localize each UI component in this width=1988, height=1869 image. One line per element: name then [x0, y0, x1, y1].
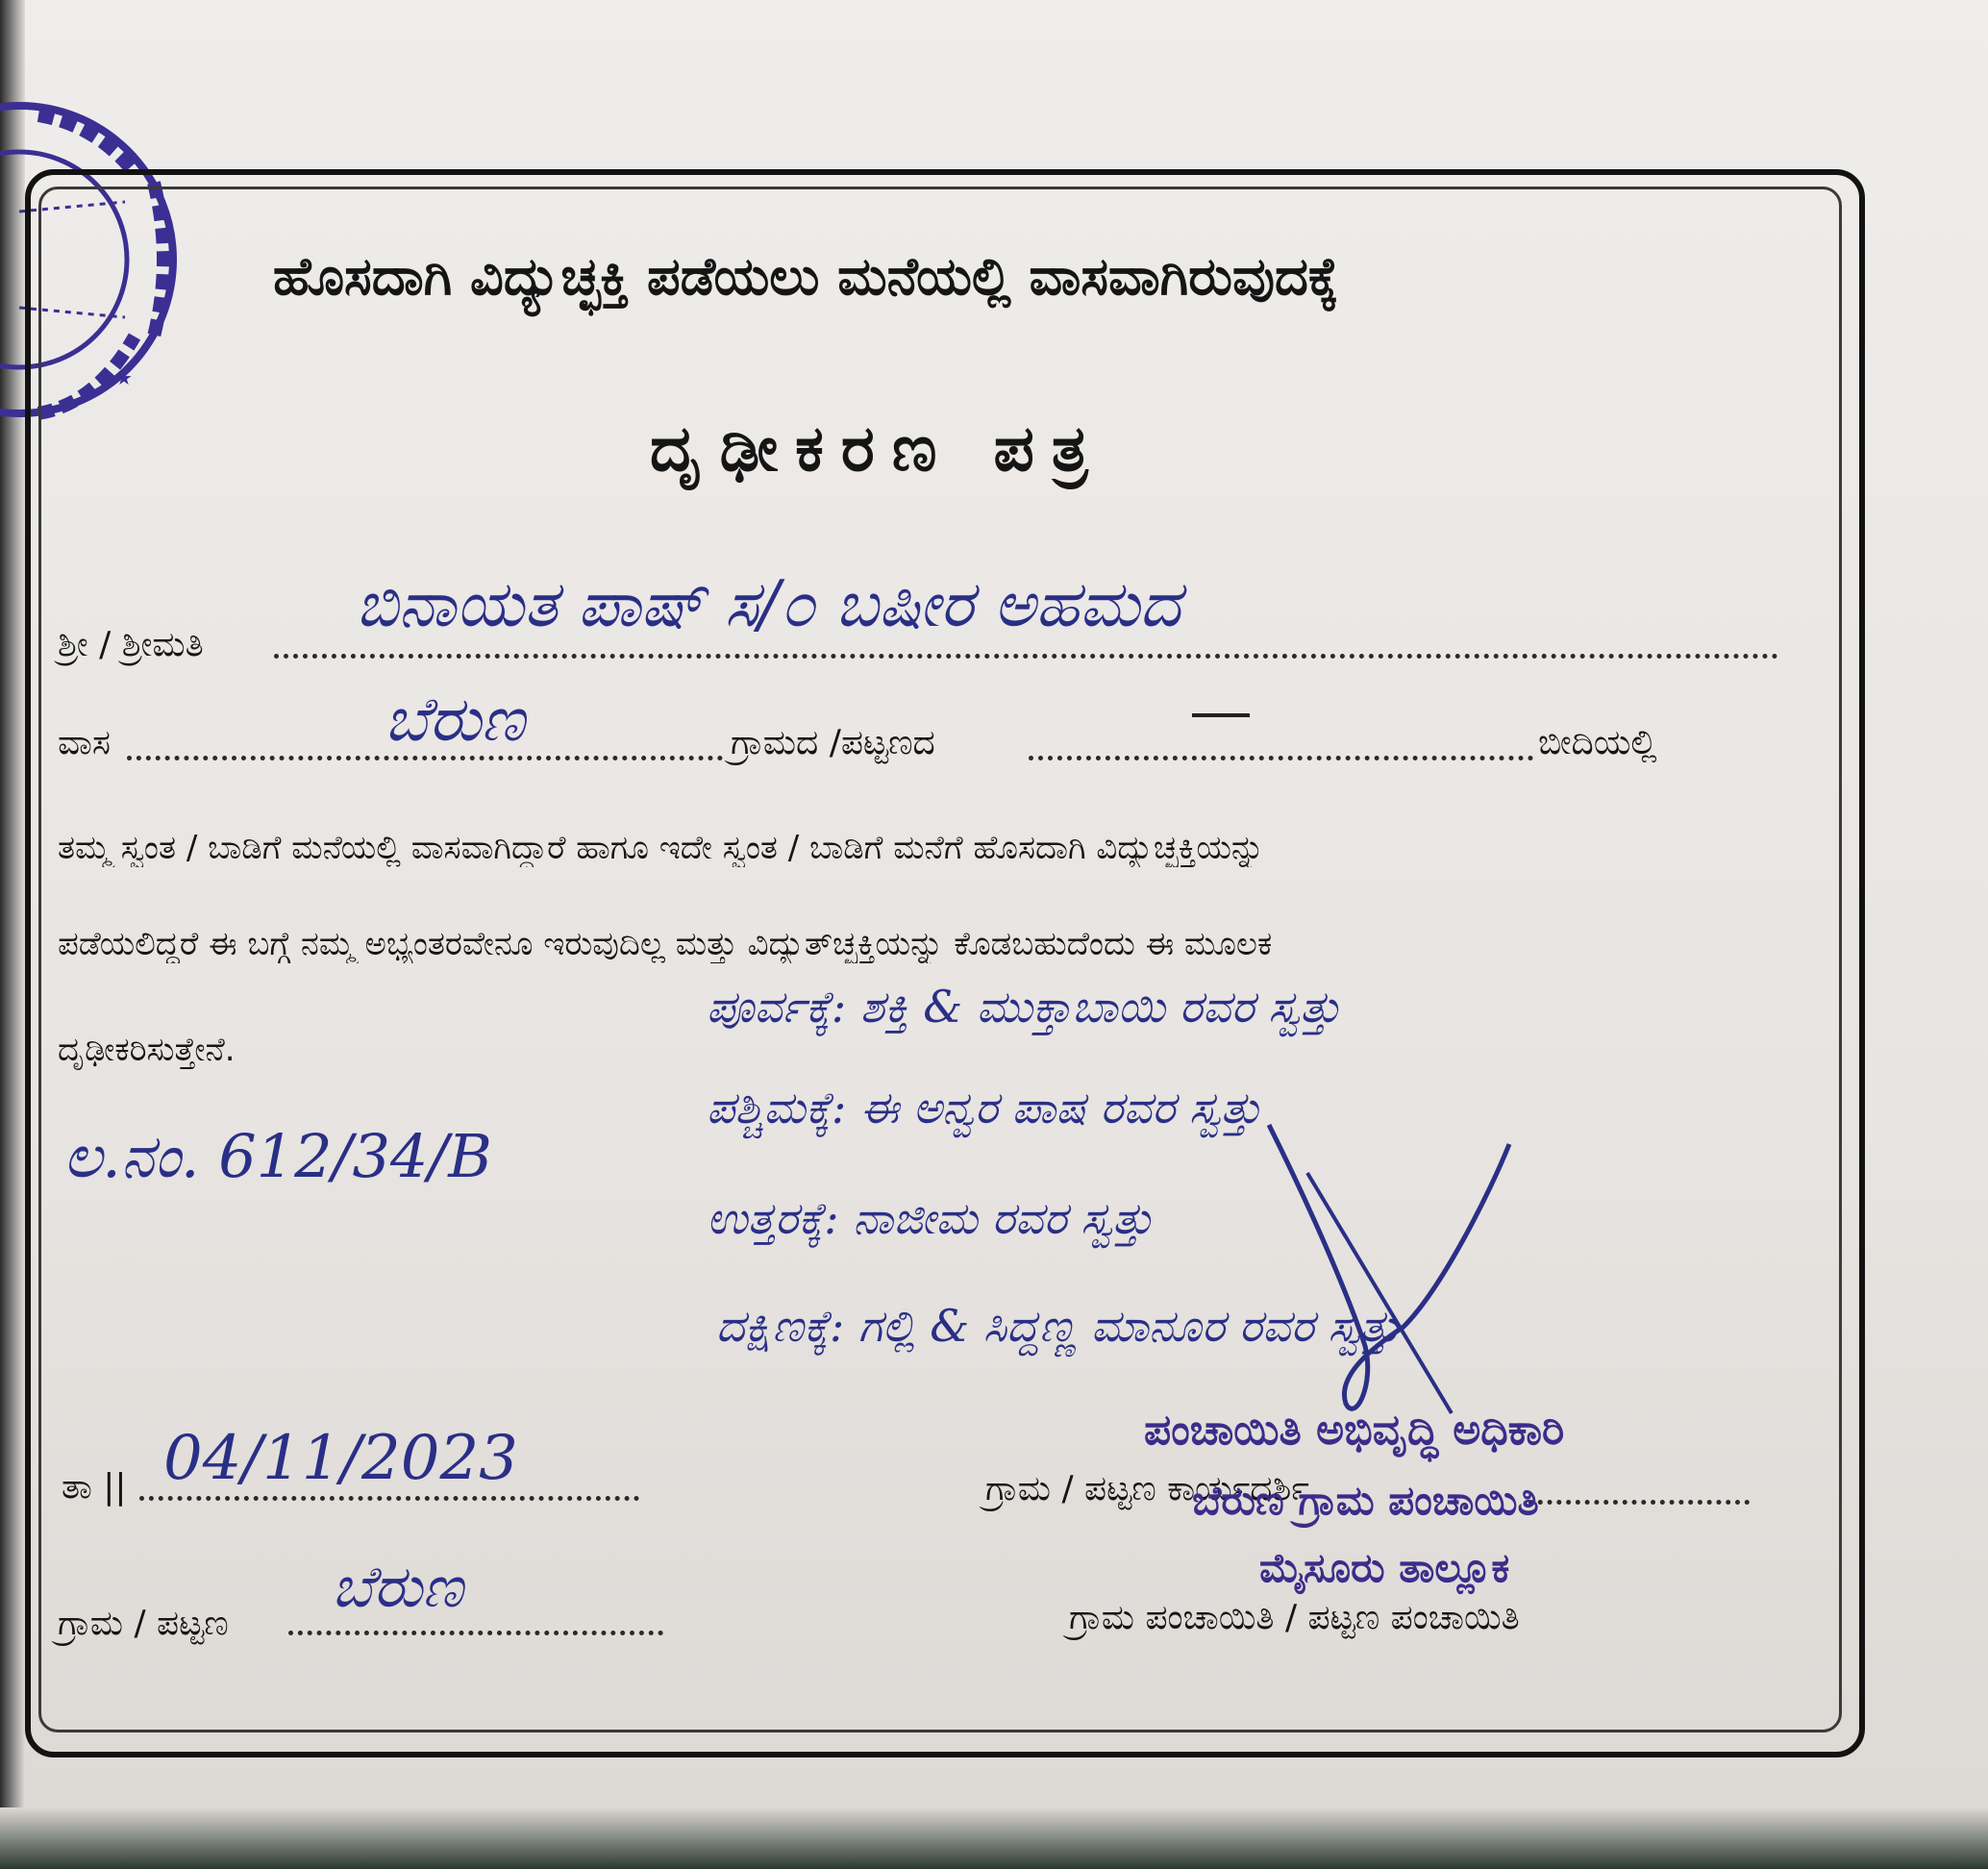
secretary-label: ಗ್ರಾಮ / ಪಟ್ಟಣ ಕಾರ್ಯದರ್ಶಿ: [985, 1469, 1309, 1508]
village-dotted-line: [127, 756, 723, 760]
officer-signature: [1250, 1115, 1538, 1433]
body-line-1: ತಮ್ಮ ಸ್ವಂತ / ಬಾಡಿಗೆ ಮನೆಯಲ್ಲಿ ವಾಸವಾಗಿದ್ದಾರೆ ಹಾಗೂ ಇದೇ ಸ್ವಂತ / ಬಾಡಿಗೆ ಮನೆಗೆ ಹೊಸದಾಗಿ ವಿದ್ಯುಚ್ಛಕ್ತಿಯನ್ನು: [58, 829, 1265, 867]
bottom-edge-shadow: [0, 1807, 1988, 1869]
date-label: ತಾ ||: [62, 1467, 127, 1507]
date-handwritten: 04/11/2023: [163, 1423, 518, 1494]
body-line-2: ಪಡೆಯಲಿದ್ದರೆ ಈ ಬಗ್ಗೆ ನಮ್ಮ ಅಭ್ಯಂತರವೇನೂ ಇರುವುದಿಲ್ಲ ಮತ್ತು ವಿದ್ಯುತ್‌ಚ್ಛಕ್ತಿಯನ್ನು ಕೊಡಬಹುದೆಂದು ಈ ಮೂಲಕ: [58, 925, 1273, 963]
form-heading: ಹೊಸದಾಗಿ ವಿದ್ಯುಚ್ಛಕ್ತಿ ಪಡೆಯಲು ಮನೆಯಲ್ಲಿ ವಾಸವಾಗಿರುವುದಕ್ಕೆ: [273, 246, 1339, 307]
boundary-east: ಪೂರ್ವಕ್ಕೆ: ಶಕ್ತಿ & ಮುಕ್ತಾಬಾಯಿ ರವರ ಸ್ವತ್ತು: [707, 981, 1342, 1033]
boundary-north: ಉತ್ತರಕ್ಕೆ: ನಾಜೀಮ ರವರ ಸ್ವತ್ತು: [707, 1192, 1154, 1244]
boundary-south: ದಕ್ಷಿಣಕ್ಕೆ: ಗಲ್ಲಿ & ಸಿದ್ದಣ್ಣ ಮಾನೂರ ರವರ ಸ್ವತ್ತು: [716, 1300, 1402, 1352]
date-dotted-line: [139, 1496, 639, 1501]
street-dash-mark: [1192, 713, 1250, 717]
boundary-west: ಪಶ್ಚಿಮಕ್ಕೆ: ಈ ಅನ್ವರ ಪಾಷ ರವರ ಸ್ವತ್ತು: [707, 1082, 1262, 1134]
village-town-label: ಗ್ರಾಮದ /ಪಟ್ಟಣದ: [731, 723, 935, 762]
seal-line-2: ಬೆರುಣ ಗ್ರಾಮ ಪಂಚಾಯಿತಿ: [1192, 1477, 1539, 1524]
form-title: ದೃಢೀಕರಣ ಪತ್ರ: [650, 411, 1106, 486]
seal-line-3: ಮೈಸೂರು ತಾಲ್ಲೂಕ: [1259, 1544, 1510, 1591]
seal-line-1: ಪಂಚಾಯಿತಿ ಅಭಿವೃದ್ಧಿ ಅಧಿಕಾರಿ: [1144, 1406, 1565, 1455]
street-dotted-line: [1029, 756, 1533, 760]
secretary-dotted-line: [1528, 1500, 1750, 1505]
body-line-3: ದೃಢೀಕರಿಸುತ್ತೇನೆ.: [58, 1031, 236, 1069]
name-label: ಶ್ರೀ / ಶ್ರೀಮತಿ: [58, 625, 204, 664]
svg-text:★: ★: [115, 366, 133, 389]
street-label: ಬೀದಿಯಲ್ಲಿ: [1538, 723, 1657, 762]
resident-label: ವಾಸ: [58, 723, 111, 762]
property-number: ಲ.ನಂ. 612/34/B: [63, 1121, 492, 1191]
name-handwritten: ಬಿನಾಯತ ಪಾಷ್ ಸ/೦ ಬಷೀರ ಅಹಮದ: [356, 567, 1181, 641]
village-bottom-dotted-line: [288, 1631, 663, 1635]
panchayat-label: ಗ್ರಾಮ ಪಂಚಾಯಿತಿ / ಪಟ್ಟಣ ಪಂಚಾಯಿತಿ: [1069, 1598, 1520, 1637]
village-bottom-label: ಗ್ರಾಮ / ಪಟ್ಟಣ: [58, 1604, 229, 1643]
village-bottom-handwritten: ಬೆರುಣ: [332, 1554, 463, 1621]
village-handwritten: ಬೆರುಣ: [385, 685, 525, 756]
name-dotted-line: [274, 654, 1778, 659]
